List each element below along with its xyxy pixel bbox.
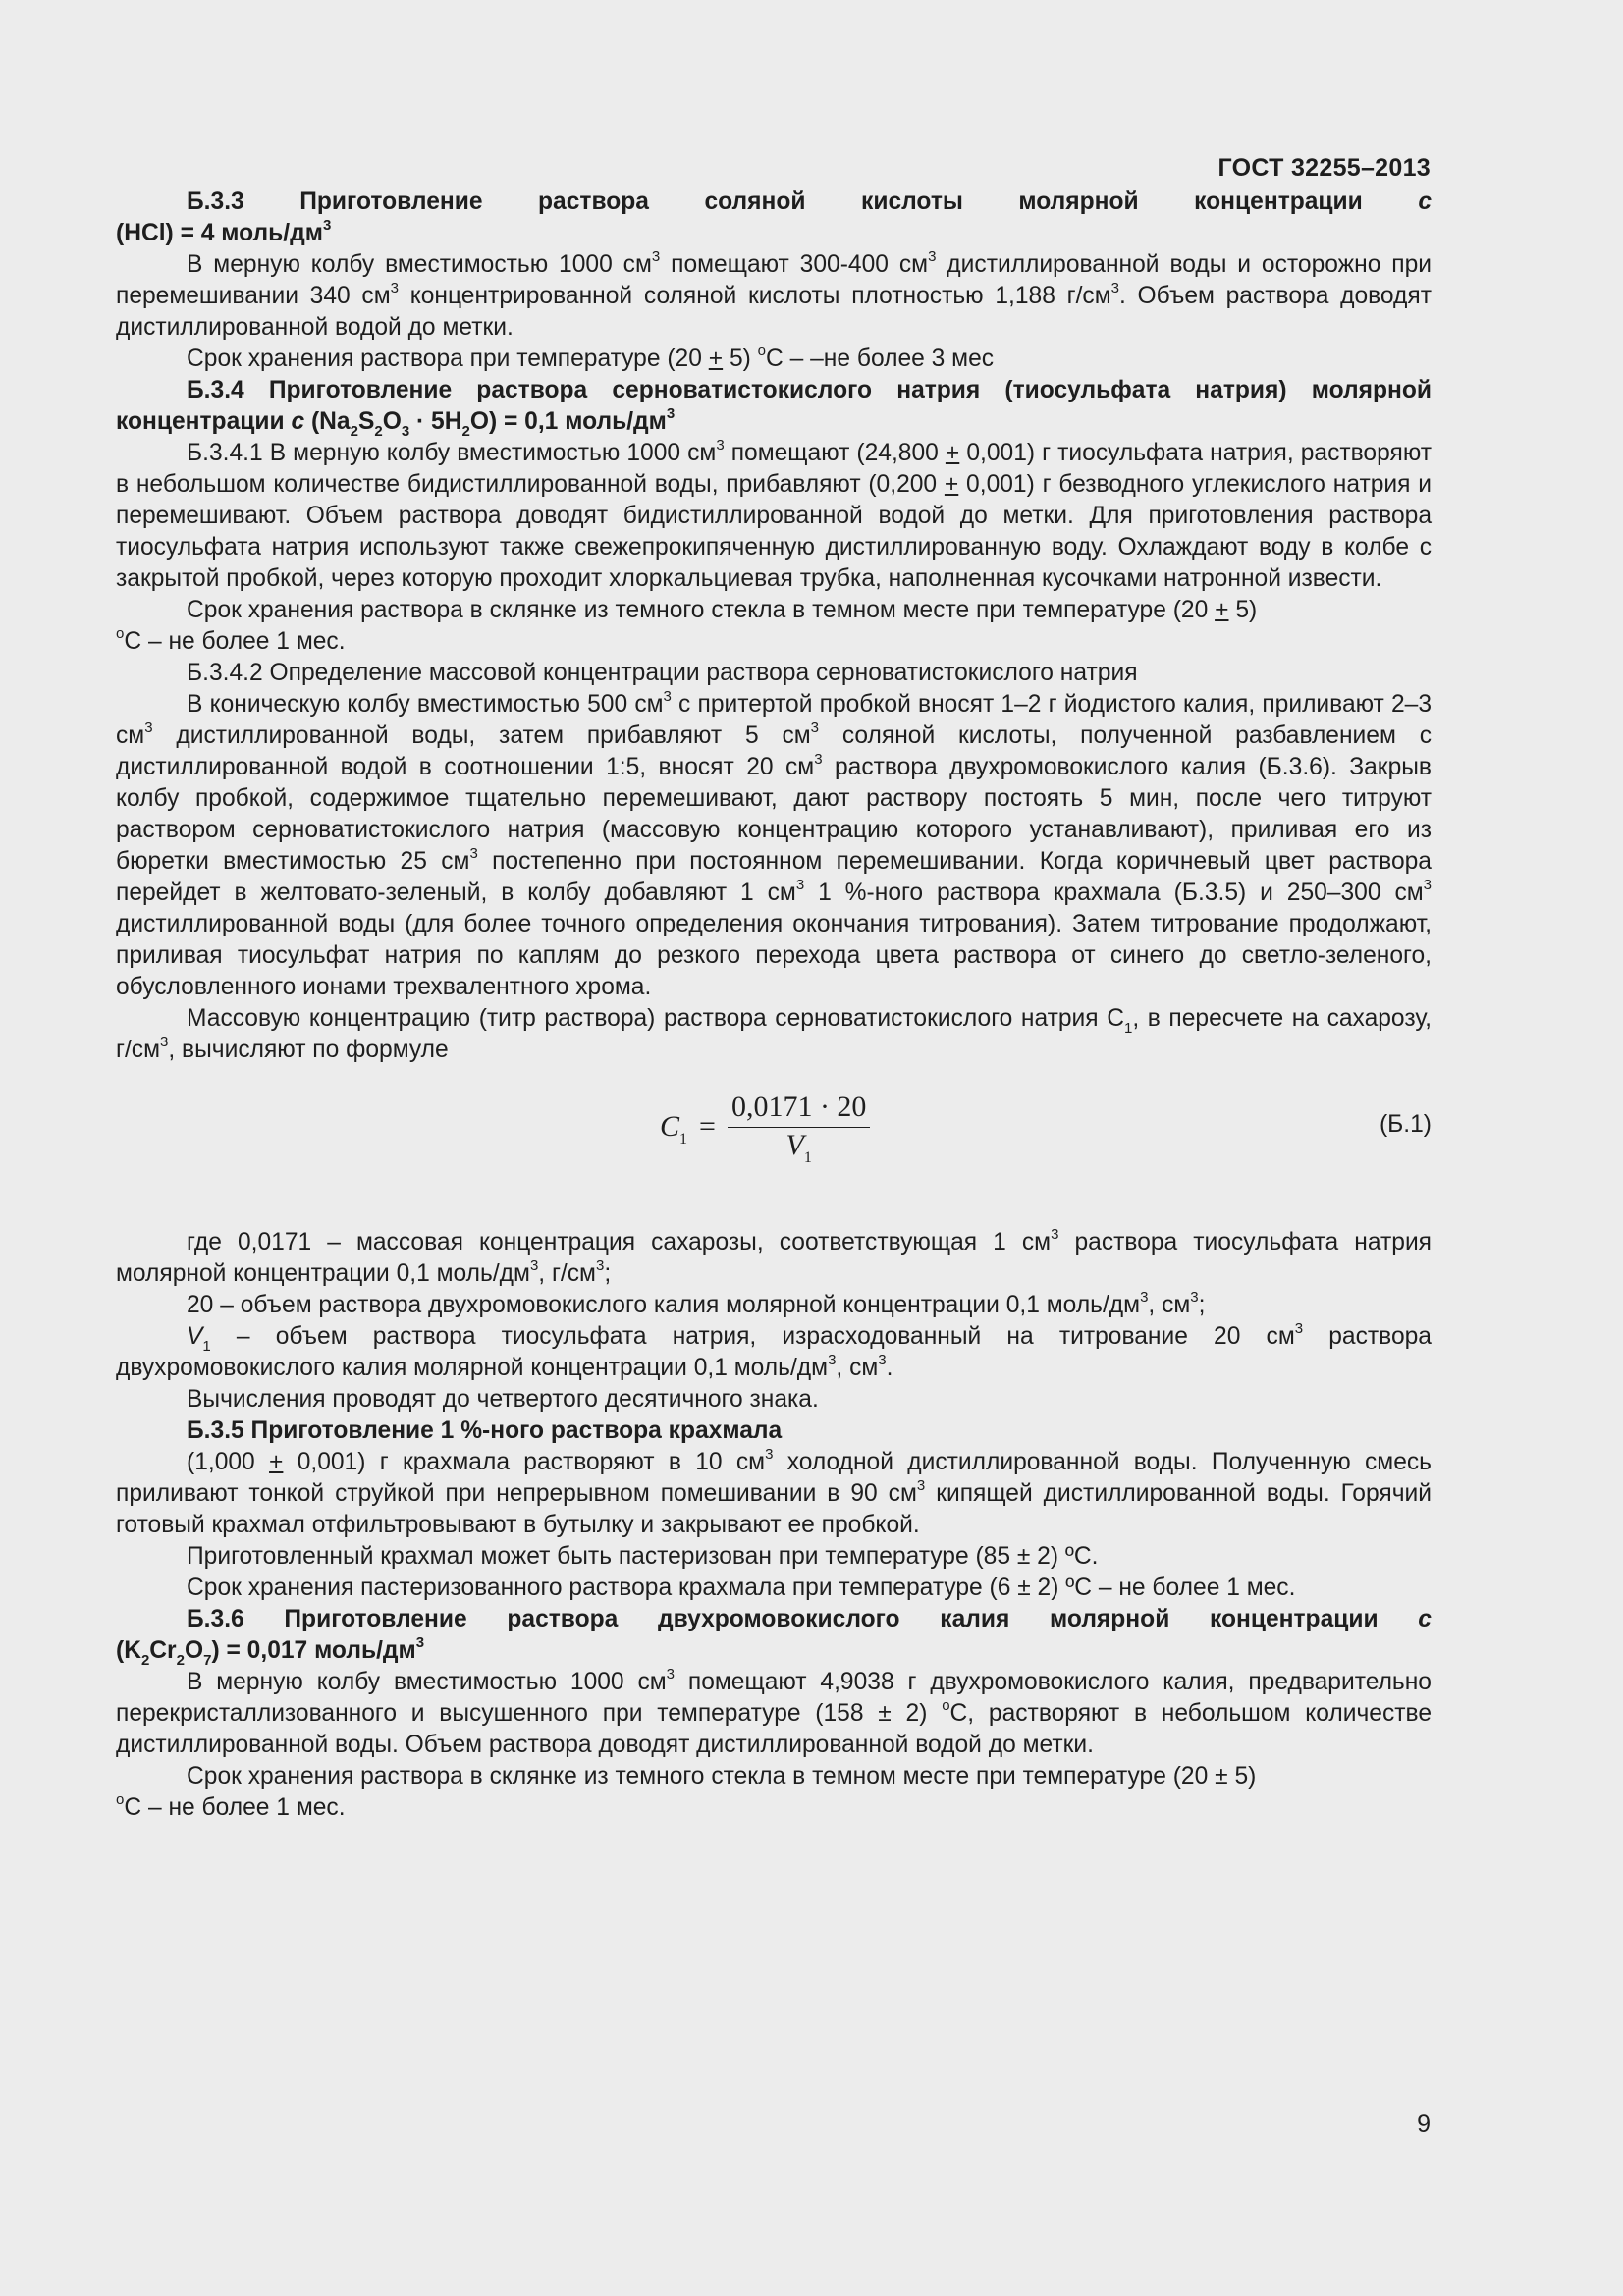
- page-number: 9: [1417, 2110, 1431, 2138]
- section-b34-heading: Б.3.4 Приготовление раствора серноватистокислого натрия (тиосульфата натрия) молярной концентрации с $(Na_2S_2O_3 \cdot 5H_2O) = 0,1$ моль/$дм^3$: [116, 377, 1432, 440]
- section-b33-paragraph: В мерную колбу вместимостью 1000 $см^3$ помещают 300-400 $см^3$ дистиллированной воды и осторожно при перемешивании 340 $см^3$ концентрированной соляной кислоты плотностью 1,188 $г/см^3$. Объем раствора доводят дистиллированной водой до метки.: [116, 247, 1433, 341]
- section-b35-pasteurize: Приготовленный крахмал может быть пастеризован при температуре (85 ± 2) ºС.: [187, 1543, 1099, 1570]
- section-b342-formula-intro: Массовую концентрацию (титр раствора) раствора серноватистокислого натрия $С_1$, в пересчете на сахарозу, $г/см^3$, вычисляют по формуле: [116, 1005, 1433, 1063]
- formula-lhs: $C_1$: [660, 1109, 688, 1148]
- section-b35-heading: Б.3.5 Приготовление 1 %-ного раствора крахмала: [187, 1417, 783, 1444]
- section-b36-heading-tail: $(K_2Cr_2O_7) = 0,017$ моль/$дм^3$: [116, 1633, 425, 1669]
- where-item-v1: $V_1$ – объем раствора тиосульфата натрия, израсходованный на титрование 20 $см^3$ раствора двухромовокислого калия молярной концентрации 0,1 моль/$дм^3$, $см^3$.: [116, 1319, 1432, 1381]
- section-b36-paragraph: В мерную колбу вместимостью 1000 $см^3$ помещают 4,9038 г двухромовокислого калия, предварительно перекристаллизованного и высушенного при температуре (158 ± 2) $^o$С, растворяют в небольшом количестве дистиллированной воды. Объем раствора доводят дистиллированной водой до метки.: [116, 1665, 1433, 1758]
- section-b33-heading: Б.3.3 Приготовление раствора соляной кислоты молярной концентрации с: [187, 188, 1432, 215]
- section-b36-storage: Срок хранения раствора в склянке из темного стекла в темном месте при температуре (20 ± 5) $^o$С – не более 1 мес.: [116, 1763, 1257, 1821]
- section-b33-heading-tail: (HCl) = 4 моль/$дм^3$: [116, 216, 332, 246]
- section-b35-paragraph: (1,000 + 0,001) г крахмала растворяют в 10 $см^3$ холодной дистиллированной воды. Полученную смесь приливают тонкой струйкой при непрерывном помешивании в 90 $см^3$ кипящей дистиллированной воды. Горячий готовый крахмал отфильтровывают в бутылку и закрывают ее пробкой.: [116, 1445, 1432, 1538]
- section-b342-paragraph: В коническую колбу вместимостью 500 $см^3$ с притертой пробкой вносят 1–2 г йодистого калия, приливают 2–3 $см^3$ дистиллированной воды, затем прибавляют 5 $см^3$ соляной кислоты, полученной разбавлением с дистиллированной водой в соотношении 1:5, вносят 20 $см^3$ раствора двухромовокислого калия (Б.3.6). Закрыв колбу пробкой, содержимое тщательно перемешивают, дают раствору постоять 5 мин, после чего титруют раствором серноватистокислого натрия (массовую концентрацию которого устанавливают), приливая его из бюретки вместимостью 25 $см^3$ постепенно при постоянном перемешивании. Когда коричневый цвет раствора перейдет в желтовато-зеленый, в колбу добавляют 1 $см^3$ 1 %-ного раствора крахмала (Б.3.5) и 250–300 $см^3$ дистиллированной воды (для более точного определения окончания титрования). Затем титрование продолжают, приливая тиосульфат натрия по каплям до резкого перехода цвета раствора от синего до светло-зеленого, обусловленного ионами трехвалентного хрома.: [116, 687, 1432, 1000]
- formula-numerator: 0,0171 · 20: [728, 1092, 871, 1128]
- section-b35-storage: Срок хранения пастеризованного раствора крахмала при температуре (6 ± 2) ºС – не более 1 мес.: [187, 1575, 1296, 1601]
- document-code: ГОСТ 32255–2013: [1217, 154, 1431, 182]
- section-b342-title: Б.3.4.2 Определение массовой концентрации раствора серноватистокислого натрия: [187, 660, 1138, 686]
- formula-equals: =: [699, 1109, 716, 1143]
- formula-expression: [660, 1091, 870, 1166]
- section-b36-heading: Б.3.6 Приготовление раствора двухромовокислого калия молярной концентрации с: [187, 1606, 1432, 1632]
- where-item-0171: где 0,0171 – массовая концентрация сахарозы, соответствующая 1 $см^3$ раствора тиосульфата натрия молярной концентрации 0,1 моль/$дм^3$, $г/см^3$;: [116, 1225, 1433, 1287]
- document-body: [116, 187, 1432, 1824]
- section-b33-storage: Срок хранения раствора при температуре (20 + 5) $^o$С – –не более 3 мес: [187, 342, 995, 372]
- where-item-20: 20 – объем раствора двухромовокислого калия молярной концентрации 0,1 моль/$дм^3$, $см^3$;: [187, 1288, 1206, 1318]
- formula-b1: [116, 1080, 1432, 1219]
- section-b341-storage: Срок хранения раствора в склянке из темного стекла в темном месте при температуре (20 + 5) $^o$С – не более 1 мес.: [116, 597, 1258, 655]
- calculation-precision-note: Вычисления проводят до четвертого десятичного знака.: [187, 1386, 819, 1413]
- section-b341-paragraph: Б.3.4.1 В мерную колбу вместимостью 1000 $см^3$ помещают (24,800 + 0,001) г тиосульфата натрия, растворяют в небольшом количестве бидистиллированной воды, прибавляют (0,200 + 0,001) г безводного углекислого натрия и перемешивают. Объем раствора доводят бидистиллированной водой до метки. Для приготовления раствора тиосульфата натрия используют также свежепрокипяченную дистиллированную воду. Охлаждают воду в колбе с закрытой пробкой, через которую проходит хлоркальциевая трубка, наполненная кусочками натронной извести.: [116, 436, 1432, 592]
- formula-fraction: [728, 1091, 871, 1166]
- formula-number: (Б.1): [1379, 1111, 1432, 1138]
- formula-denominator: $V_1$: [785, 1129, 812, 1166]
